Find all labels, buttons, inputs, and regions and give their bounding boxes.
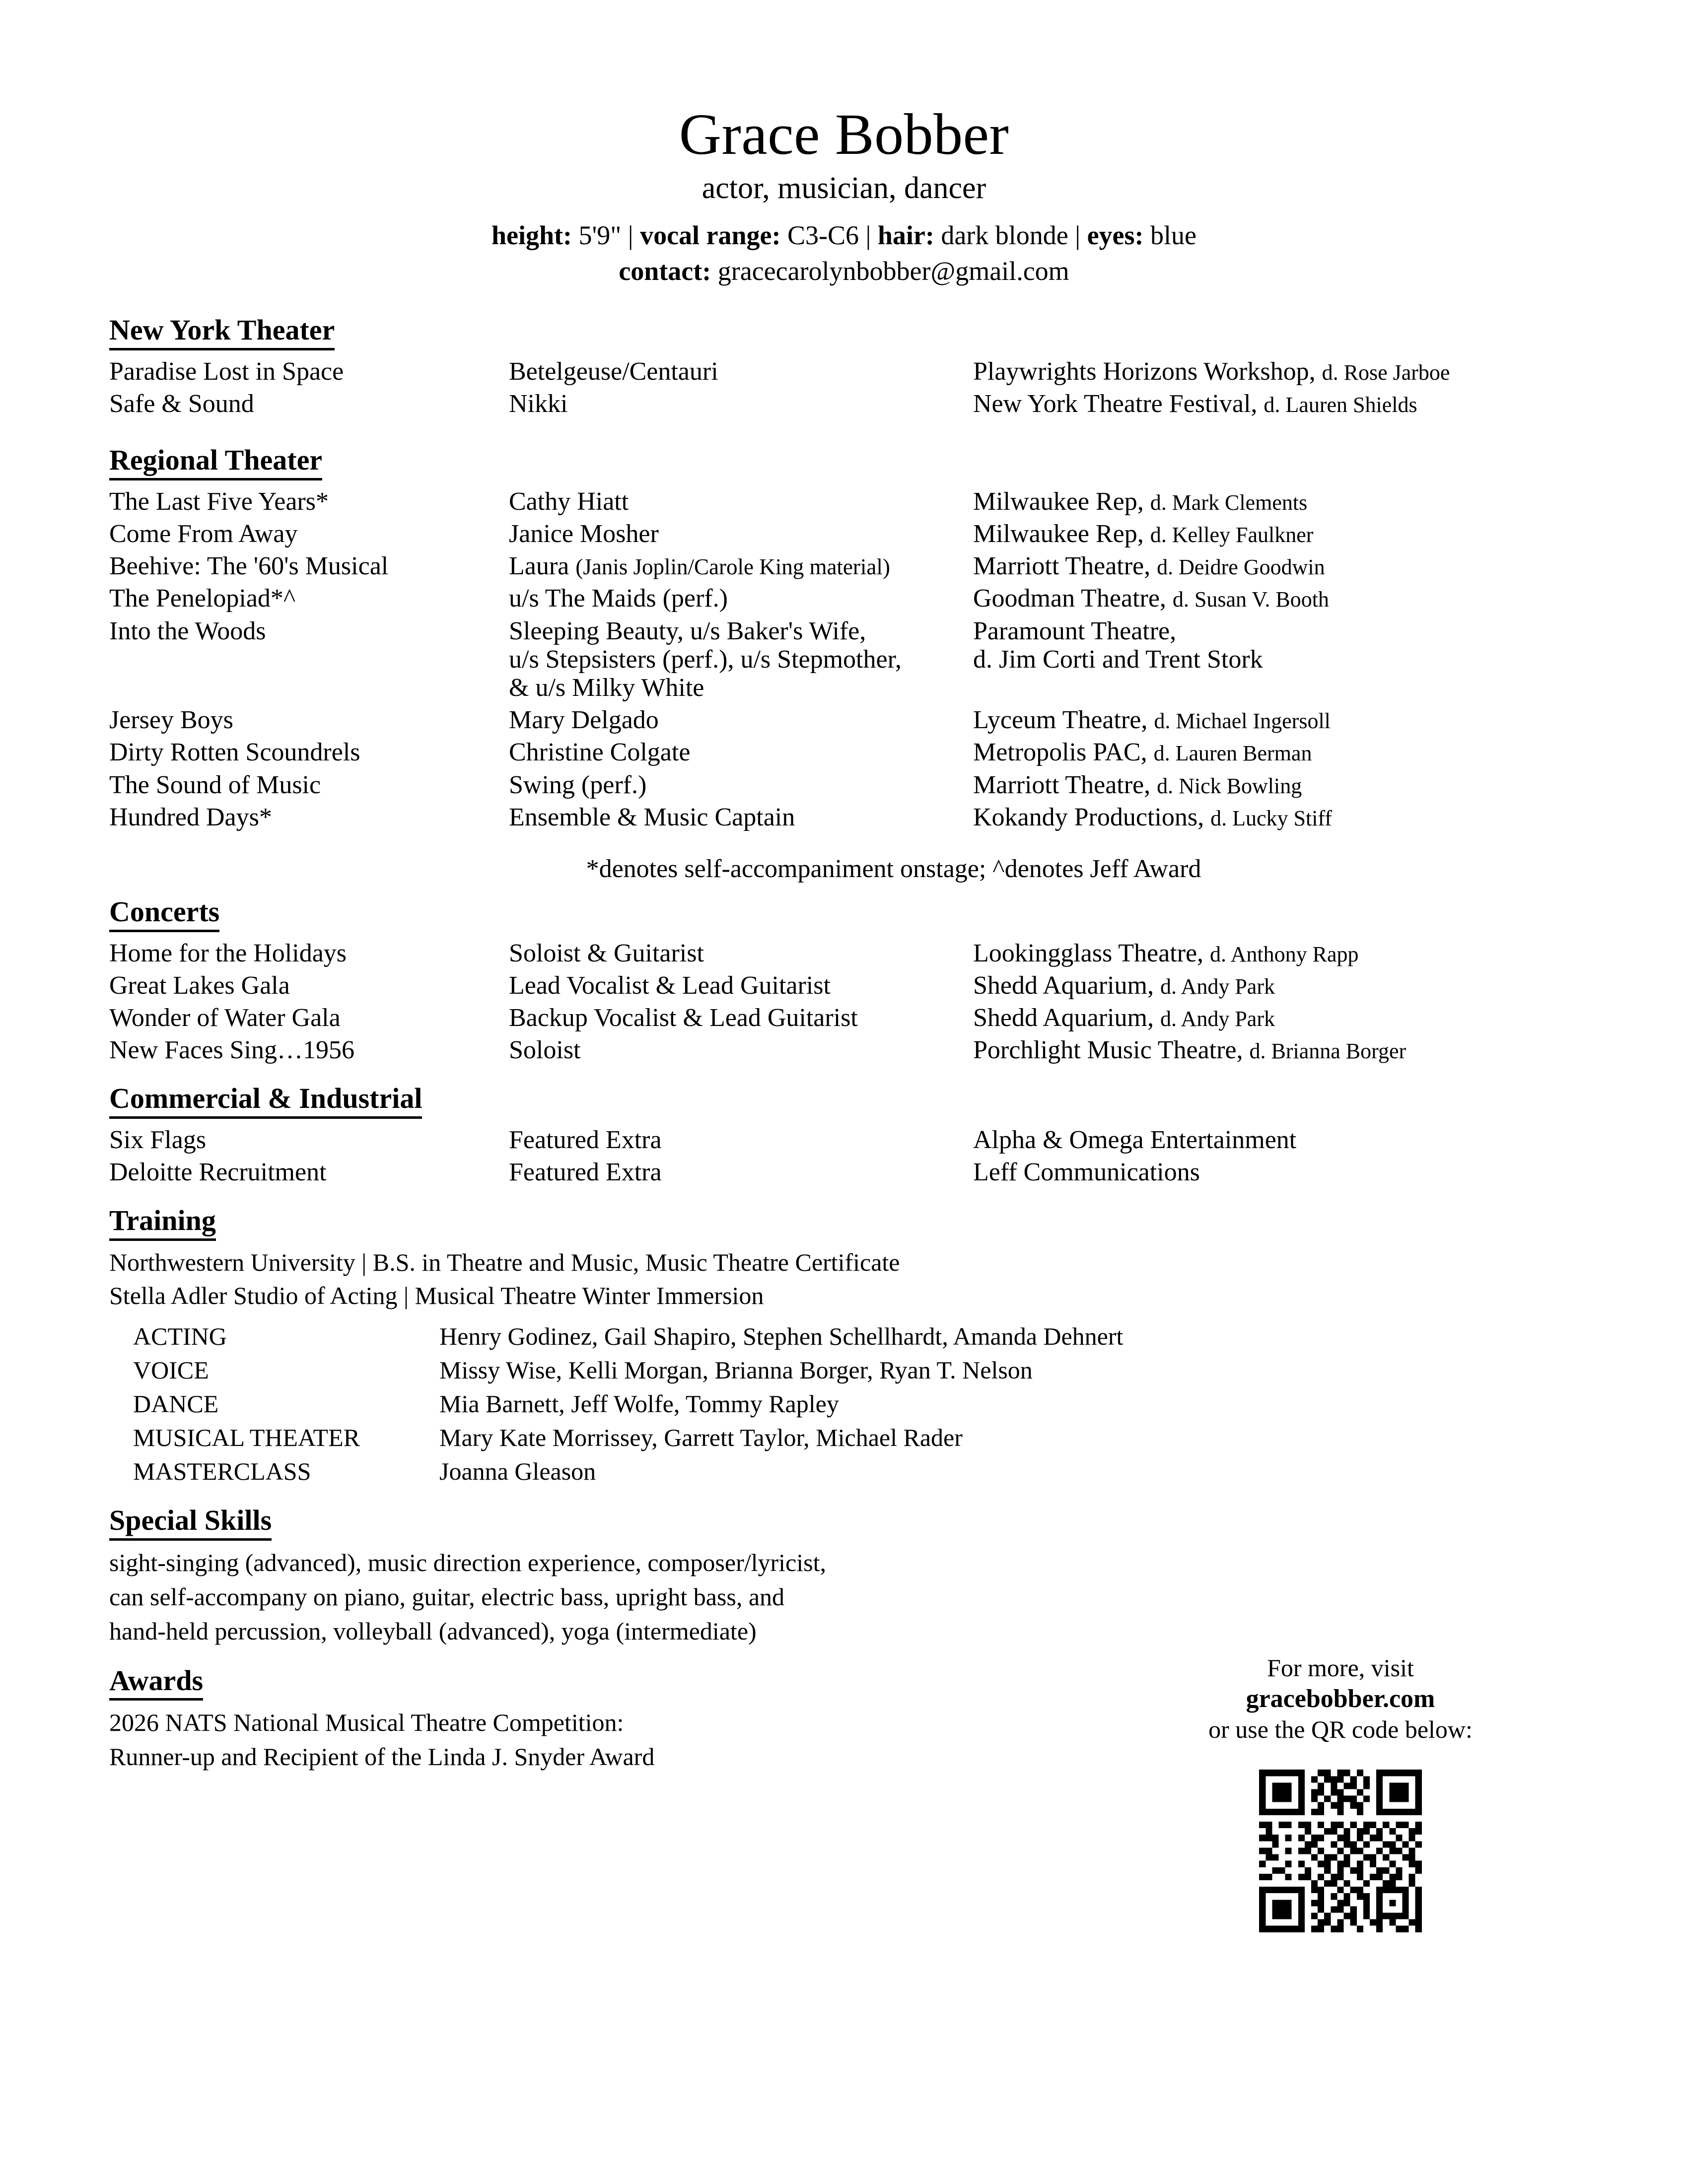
credit-role: Ensemble & Music Captain [509, 803, 795, 831]
credit-role-line-1: Sleeping Beauty, u/s Baker's Wife, [509, 616, 866, 645]
list-item [109, 1353, 1618, 1387]
credit-title: Safe & Sound [109, 390, 254, 418]
section-training [109, 1205, 1618, 1488]
spacer [109, 1188, 1618, 1205]
credit-list-concerts [109, 937, 1618, 1067]
credit-role: u/s The Maids (perf.) [509, 584, 728, 613]
training-teachers: Joanna Gleason [439, 1457, 596, 1485]
training-teachers: Henry Godinez, Gail Shapiro, Stephen Schellhardt, Amanda Dehnert [439, 1322, 1124, 1350]
credit-venue-name: Goodman Theatre, [973, 584, 1166, 613]
credit-director: d. Michael Ingersoll [1154, 709, 1331, 734]
credit-title: The Penelopiad*^ [109, 584, 296, 613]
credit-director: d. Kelley Faulkner [1150, 523, 1314, 547]
credit-list-new-york-theater [109, 355, 1618, 420]
table-row [109, 769, 1618, 801]
credit-venue-name: Marriott Theatre, [973, 552, 1151, 581]
table-row [109, 969, 1618, 1002]
qr-prompt-line-2: or use the QR code below: [1208, 1715, 1473, 1744]
section-heading-regional-theater: Regional Theater [109, 445, 322, 480]
credit-director: d. Lauren Berman [1153, 741, 1312, 766]
credit-title: New Faces Sing…1956 [109, 1036, 354, 1065]
credits-footnote: *denotes self-accompaniment onstage; ^denotes Jeff Award [586, 854, 1201, 883]
section-new-york-theater [109, 315, 1618, 420]
credit-director: d. Andy Park [1160, 974, 1275, 999]
table-row [109, 704, 1618, 736]
credit-venue [973, 617, 1618, 674]
credit-director: d. Andy Park [1160, 1006, 1275, 1031]
credit-role: Featured Extra [509, 1158, 662, 1187]
credit-title: The Last Five Years* [109, 487, 329, 516]
credit-role: Soloist [509, 1036, 581, 1065]
credit-venue [973, 487, 1618, 516]
credit-title: Six Flags [109, 1125, 207, 1154]
credit-title: Home for the Holidays [109, 939, 347, 967]
vocal-range-label: vocal range: [640, 220, 781, 251]
credit-role: Cathy Hiatt [509, 487, 629, 516]
credit-title: Paradise Lost in Space [109, 357, 344, 386]
credit-role-line-2: u/s Stepsisters (perf.), u/s Stepmother, [509, 645, 902, 674]
list-item [109, 1319, 1618, 1353]
credit-title: Dirty Rotten Scoundrels [109, 738, 360, 767]
training-school-2: Stella Adler Studio of Acting | Musical Theatre Winter Immersion [109, 1281, 764, 1309]
credit-director: d. Lauren Shields [1264, 393, 1417, 417]
credit-role: Janice Mosher [509, 520, 659, 548]
credit-venue-name: Lookingglass Theatre, [973, 939, 1204, 967]
eyes-label: eyes: [1087, 220, 1144, 251]
vitals-separator-3: | [1075, 220, 1081, 251]
contact-email[interactable]: gracecarolynbobber@gmail.com [717, 256, 1069, 286]
credit-venue: Alpha & Omega Entertainment [973, 1125, 1297, 1154]
credit-venue-name: Milwaukee Rep, [973, 520, 1144, 548]
training-school-1: Northwestern University | B.S. in Theatre and Music, Music Theatre Certificate [109, 1248, 900, 1276]
credit-role: Swing (perf.) [509, 770, 647, 799]
credit-venue [973, 552, 1618, 580]
credit-director: d. Deidre Goodwin [1157, 555, 1325, 580]
credit-venue [973, 584, 1618, 613]
credit-venue [973, 706, 1618, 734]
credit-venue-name: New York Theatre Festival, [973, 390, 1258, 418]
credit-venue [973, 390, 1618, 418]
credit-role: Mary Delgado [509, 706, 659, 735]
credit-role-line-3: & u/s Milky White [509, 674, 704, 702]
credit-venue [973, 803, 1618, 831]
resume-body [109, 315, 1618, 1774]
special-skills-line-3: hand-held percussion, volleyball (advanced), yoga (intermediate) [109, 1617, 757, 1645]
award-line-1: 2026 NATS National Musical Theatre Competition: [109, 1708, 624, 1737]
training-discipline-list [109, 1319, 1618, 1488]
contact-line [0, 255, 1688, 288]
credit-venue-name: Shedd Aquarium, [973, 1003, 1154, 1032]
section-heading-new-york-theater: New York Theater [109, 315, 335, 350]
credit-title: Into the Woods [109, 616, 266, 645]
credit-venue [973, 738, 1618, 766]
table-row [109, 736, 1618, 768]
credit-venue [973, 520, 1618, 548]
credit-venue [973, 771, 1618, 799]
credit-title: The Sound of Music [109, 770, 321, 799]
table-row [109, 1002, 1618, 1034]
credit-venue-name: Porchlight Music Theatre, [973, 1036, 1243, 1065]
table-row [109, 388, 1618, 420]
vitals-separator-1: | [628, 220, 633, 251]
credit-role [509, 617, 973, 702]
credit-venue-name: Paramount Theatre, [973, 616, 1177, 645]
website-url[interactable]: gracebobber.com [1246, 1685, 1435, 1713]
training-discipline-label: VOICE [133, 1356, 209, 1384]
table-row [109, 550, 1618, 582]
spacer [109, 420, 1618, 445]
training-discipline-label: MASTERCLASS [133, 1457, 311, 1485]
credit-venue-name: Kokandy Productions, [973, 803, 1204, 831]
credit-role: Christine Colgate [509, 738, 691, 767]
spacer [109, 1066, 1618, 1083]
list-item [109, 1387, 1618, 1421]
credit-director: d. Rose Jarboe [1322, 360, 1450, 385]
credit-director: d. Mark Clements [1150, 490, 1308, 515]
section-commercial-industrial [109, 1083, 1618, 1188]
credit-list-regional-theater [109, 485, 1618, 833]
table-row [109, 615, 1618, 704]
credit-title: Beehive: The '60's Musical [109, 552, 389, 581]
credit-director: d. Lucky Stiff [1210, 806, 1332, 830]
hair-label: hair: [877, 220, 934, 251]
training-discipline-label: ACTING [133, 1322, 227, 1350]
credit-venue-name: Shedd Aquarium, [973, 971, 1154, 1000]
hair-value: dark blonde [941, 220, 1068, 251]
credit-venue-name: Milwaukee Rep, [973, 487, 1144, 516]
table-row [109, 582, 1618, 614]
table-row [109, 355, 1618, 388]
credit-director: d. Brianna Borger [1249, 1039, 1407, 1064]
training-teachers: Missy Wise, Kelli Morgan, Brianna Borger, Ryan T. Nelson [439, 1356, 1033, 1384]
credit-title: Hundred Days* [109, 803, 272, 831]
credit-title: Come From Away [109, 520, 298, 548]
table-row [109, 485, 1618, 518]
table-row [109, 518, 1618, 550]
section-heading-special-skills: Special Skills [109, 1505, 272, 1541]
section-heading-awards: Awards [109, 1665, 203, 1701]
table-row [109, 937, 1618, 969]
list-item [109, 1421, 1618, 1454]
special-skills-line-1: sight-singing (advanced), music direction experience, composer/lyricist, [109, 1548, 826, 1576]
contact-label: contact: [619, 256, 711, 286]
credit-director: d. Jim Corti and Trent Stork [973, 645, 1263, 674]
credit-venue [973, 971, 1618, 1000]
section-heading-concerts: Concerts [109, 896, 219, 932]
award-line-2: Runner-up and Recipient of the Linda J. Snyder Award [109, 1743, 655, 1771]
credit-venue [973, 1036, 1618, 1064]
credit-role: Betelgeuse/Centauri [509, 357, 718, 386]
section-regional-theater [109, 445, 1618, 884]
section-special-skills [109, 1505, 1618, 1648]
credit-venue-name: Marriott Theatre, [973, 770, 1151, 799]
training-teachers: Mia Barnett, Jeff Wolfe, Tommy Rapley [439, 1389, 839, 1418]
qr-promo-block [1182, 1653, 1499, 1945]
credit-venue [973, 939, 1618, 967]
section-heading-training: Training [109, 1205, 216, 1241]
credit-role: Nikki [509, 390, 568, 418]
credit-role: Soloist & Guitarist [509, 939, 704, 967]
qr-code-icon[interactable] [1246, 1757, 1435, 1945]
credit-venue [973, 357, 1618, 386]
credit-role: Backup Vocalist & Lead Guitarist [509, 1003, 858, 1032]
credit-role-main: Laura [509, 552, 576, 581]
vocal-range-value: C3-C6 [787, 220, 859, 251]
height-value: 5'9" [578, 220, 622, 251]
table-row [109, 1124, 1618, 1156]
spacer [109, 1488, 1618, 1505]
credit-director: d. Susan V. Booth [1172, 587, 1329, 612]
credit-role-detail: (Janis Joplin/Carole King material) [575, 554, 890, 580]
list-item [109, 1454, 1618, 1488]
section-heading-commercial-industrial: Commercial & Industrial [109, 1083, 422, 1119]
credit-role: Featured Extra [509, 1125, 662, 1154]
table-row [109, 1156, 1618, 1188]
credit-director: d. Nick Bowling [1157, 773, 1302, 798]
credit-venue-name: Metropolis PAC, [973, 738, 1147, 767]
credit-list-commercial-industrial [109, 1124, 1618, 1188]
credit-role: Lead Vocalist & Lead Guitarist [509, 971, 831, 1000]
header-tagline: actor, musician, dancer [702, 171, 986, 205]
special-skills-line-2: can self-accompany on piano, guitar, electric bass, upright bass, and [109, 1582, 785, 1611]
credit-title: Great Lakes Gala [109, 971, 290, 1000]
training-teachers: Mary Kate Morrissey, Garrett Taylor, Michael Rader [439, 1423, 963, 1451]
qr-code-wrapper [1182, 1757, 1499, 1945]
height-label: height: [491, 220, 572, 251]
credit-title: Jersey Boys [109, 706, 233, 735]
credit-title: Deloitte Recruitment [109, 1158, 327, 1187]
training-discipline-label: MUSICAL THEATER [133, 1423, 360, 1451]
credit-venue-name: Playwrights Horizons Workshop, [973, 357, 1316, 386]
page-title: Grace Bobber [679, 102, 1009, 167]
credit-venue: Leff Communications [973, 1158, 1200, 1187]
credit-role [509, 552, 973, 580]
vitals-separator-2: | [865, 220, 871, 251]
header-vitals [0, 219, 1688, 253]
credit-title: Wonder of Water Gala [109, 1003, 341, 1032]
resume-header [0, 0, 1688, 288]
table-row [109, 1034, 1618, 1066]
section-concerts [109, 896, 1618, 1066]
credit-venue [973, 1004, 1618, 1032]
training-discipline-label: DANCE [133, 1389, 219, 1418]
credit-director: d. Anthony Rapp [1210, 942, 1359, 966]
qr-prompt-line-1: For more, visit [1267, 1654, 1414, 1682]
table-row [109, 801, 1618, 833]
credit-venue-name: Lyceum Theatre, [973, 706, 1148, 735]
eyes-value: blue [1150, 220, 1196, 251]
